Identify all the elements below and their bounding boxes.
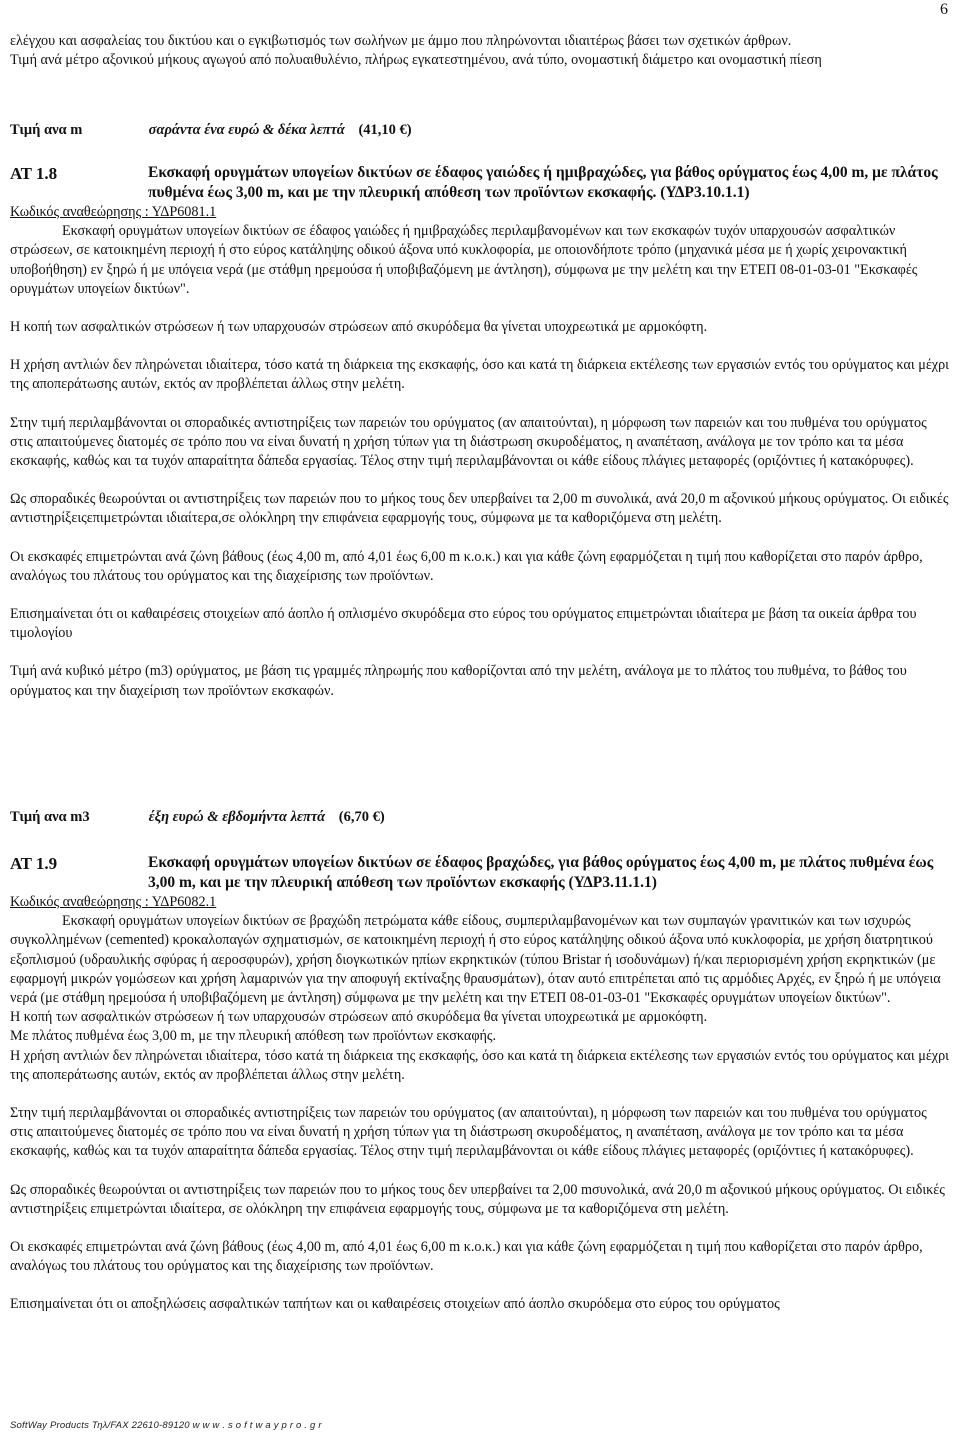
page-footer: SoftWay Products Τηλ/FAX 22610-89120 w w w . s o f t w a y p r o . g r bbox=[10, 1420, 322, 1431]
article-at-1-8 bbox=[10, 163, 952, 701]
body-paragraph: Ως σποραδικές θεωρούνται οι αντιστηρίξεις των παρειών που το μήκος τους δεν υπερβαίνει τα 2,00 mσυνολικά, ανά 20,0 m αξονικού μήκους ορύγματος. Οι ειδικές αντιστηρίξεις επιμετρώνται ιδιαίτερα, σε ολόκληρη την επιφάνεια εφαρμογής τους, σύμφωνα με τα καθοριζόμενα στη μελέτη. bbox=[10, 1181, 945, 1217]
intro-line-2: Τιμή ανά μέτρο αξονικού μήκους αγωγού από πολυαιθυλένιο, πλήρως εγκατεστημένου, ανά τύπο, ονομαστική διάμετρο και ονομαστική πίεση bbox=[10, 52, 822, 69]
revision-code: Κωδικός αναθεώρησης : ΥΔΡ6082.1 bbox=[10, 894, 217, 910]
body-paragraph: Εκσκαφή ορυγμάτων υπογείων δικτύων σε έδαφος γαιώδες ή ημιβραχώδες περιλαμβανομένων και των εκσκαφών τυχόν υπαρχουσών ασφαλτικών στρώσεων, σε κατοικημένη περιοχή ή στο εύρος κατάληψης οδικού άξονα υπό κυκλοφορία, με οποιονδήποτε τρόπο (μηχανικά μέσα με ή χωρίς χειρονακτική υποβοήθηση) εν ξηρώ ή με υπόγεια νερά (με στάθμη ηρεμούσα ή υποβιβαζόμενη με άντληση), σύμφωνα με την μελέτη και την ΕΤΕΠ 08-01-03-01 "Εκσκαφές ορυγμάτων υπογείων δικτύων". bbox=[10, 223, 918, 297]
price-words: έξη ευρώ & εβδομήντα λεπτά bbox=[148, 809, 326, 825]
price-line-at18 bbox=[10, 121, 412, 140]
body-paragraph: Στην τιμή περιλαμβάνονται οι σποραδικές αντιστηρίξεις των παρειών του ορύγματος (αν απαιτούνται), η μόρφωση των παρειών και του πυθμένα του ορύγματος στις απαιτούμενες διατομές σε τρόπο που να είναι δυνατή η χρήση τύπων για τη διάστρωση σκυροδέματος, η αναπέταση, ανάλογα με τον τρόπο και τα μέσα εκσκαφής, καθώς και τα τυχόν απαραίτητα δάπεδα εργασίας. Τέλος στην τιμή περιλαμβάνονται οι κάθε είδους πλάγιες μεταφορές (οριζόντιες ή κατακόρυφες). bbox=[10, 1105, 927, 1160]
body-paragraph: Στην τιμή περιλαμβάνονται οι σποραδικές αντιστηρίξεις των παρειών του ορύγματος (αν απαιτούνται), η μόρφωση των παρειών και του πυθμένα του ορύγματος στις απαιτούμενες διατομές σε τρόπο που να είναι δυνατή η χρήση τύπων για τη διάστρωση σκυροδέματος, η αναπέταση, ανάλογα με τον τρόπο και τα μέσα εκσκαφής, καθώς και τα τυχόν απαραίτητα δάπεδα εργασίας. Τέλος στην τιμή περιλαμβάνονται οι κάθε είδους πλάγιες μεταφορές (οριζόντιες ή κατακόρυφες). bbox=[10, 414, 927, 470]
page-number: 6 bbox=[940, 1, 948, 18]
article-code: ΑΤ 1.9 bbox=[10, 854, 58, 873]
article-title: Εκσκαφή ορυγμάτων υπογείων δικτύων σε έδαφος βραχώδες, για βάθος ορύγματος έως 4,00 m, με πλάτος πυθμένα έως 3,00 m, και με την πλευρική απόθεση των προϊόντων εκσκαφής (ΥΔΡ3.11.1.1) bbox=[148, 854, 934, 891]
intro-text bbox=[10, 32, 948, 70]
body-paragraph: Ως σποραδικές θεωρούνται οι αντιστηρίξεις των παρειών που το μήκος τους δεν υπερβαίνει τα 2,00 m συνολικά, ανά 20,0 m αξονικού μήκους ορύγματος. Οι ειδικές αντιστηρίξειςεπιμετρώνται ιδιαίτερα,σε ολόκληρη την επιφάνεια εφαρμογής τους, σύμφωνα με τα καθοριζόμενα στη μελέτη. bbox=[10, 491, 949, 527]
price-amount: (41,10 €) bbox=[358, 122, 412, 138]
intro-line-1: ελέγχου και ασφαλείας του δικτύου και ο εγκιβωτισμός των σωλήνων με άμμο που πληρώνονται ιδιαιτέρως βάσει των σχετικών άρθρων. bbox=[10, 33, 792, 49]
body-paragraph: Οι εκσκαφές επιμετρώνται ανά ζώνη βάθους (έως 4,00 m, από 4,01 έως 6,00 m κ.ο.κ.) και για κάθε ζώνη εφαρμόζεται η τιμή που καθορίζεται στο παρόν άρθρο, αναλόγως του πλάτους του ορύγματος και της διαχείρισης των προϊόντων. bbox=[10, 1239, 923, 1275]
body-paragraph: Η κοπή των ασφαλτικών στρώσεων ή των υπαρχουσών στρώσεων από σκυρόδεμα θα γίνεται υποχρεωτικά με αρμοκόφτη. bbox=[10, 1009, 708, 1026]
document-page bbox=[10, 0, 952, 1433]
body-paragraph: Οι εκσκαφές επιμετρώνται ανά ζώνη βάθους (έως 4,00 m, από 4,01 έως 6,00 m κ.ο.κ.) και για κάθε ζώνη εφαρμόζεται η τιμή που καθορίζεται στο παρόν άρθρο, αναλόγως του πλάτους του ορύγματος και της διαχείρισης των προϊόντων. bbox=[10, 548, 923, 584]
article-at-1-9 bbox=[10, 853, 952, 1315]
body-paragraph: Με πλάτος πυθμένα έως 3,00 m, με την πλευρική απόθεση των προϊόντων εκσκαφής. bbox=[10, 1028, 497, 1045]
body-paragraph: Η χρήση αντλιών δεν πληρώνεται ιδιαίτερα, τόσο κατά τη διάρκεια της εκσκαφής, όσο και κατά τη διάρκεια εκτέλεσης των εργασιών εντός του ορύγματος και μέχρι της αποπεράτωσης αυτών, εκτός αν προβλέπεται άλλως στην μελέτη. bbox=[10, 357, 949, 393]
price-words: σαράντα ένα ευρώ & δέκα λεπτά bbox=[148, 122, 345, 138]
price-label: Τιμή ανα m3 bbox=[10, 809, 90, 825]
body-paragraph: Η χρήση αντλιών δεν πληρώνεται ιδιαίτερα, τόσο κατά τη διάρκεια της εκσκαφής, όσο και κατά τη διάρκεια εκτέλεσης των εργασιών εντός του ορύγματος και μέχρι της αποπεράτωσης αυτών, εκτός αν προβλέπεται άλλως στην μελέτη. bbox=[10, 1047, 949, 1083]
body-paragraph: Επισημαίνεται ότι οι καθαιρέσεις στοιχείων από άοπλο ή οπλισμένο σκυρόδεμα στο εύρος του ορύγματος επιμετρώνται ιδιαίτερα με βάση τα οικεία άρθρα του τιμολογίου bbox=[10, 606, 917, 642]
article-code: ΑΤ 1.8 bbox=[10, 164, 58, 183]
price-label: Τιμή ανα m bbox=[10, 122, 83, 138]
article-title: Εκσκαφή ορυγμάτων υπογείων δικτύων σε έδαφος γαιώδες ή ημιβραχώδες, για βάθος ορύγματος έως 4,00 m, με πλάτος πυθμένα έως 3,00 m, και με την πλευρική απόθεση των προϊόντων εκσκαφής. (ΥΔΡ3.10.1.1) bbox=[148, 164, 938, 201]
body-paragraph: Η κοπή των ασφαλτικών στρώσεων ή των υπαρχουσών στρώσεων από σκυρόδεμα θα γίνεται υποχρεωτικά με αρμοκόφτη. bbox=[10, 319, 708, 336]
body-paragraph: Τιμή ανά κυβικό μέτρο (m3) ορύγματος, με βάση τις γραμμές πληρωμής που καθορίζονται από την μελέτη, ανάλογα με το πλάτος του πυθμένα, το βάθος του ορύγματος και την διαχείριση των προϊόντων εκσκαφών. bbox=[10, 663, 907, 699]
price-amount: (6,70 €) bbox=[338, 809, 385, 825]
body-paragraph: Εκσκαφή ορυγμάτων υπογείων δικτύων σε βραχώδη πετρώματα κάθε είδους, συμπεριλαμβανομένων και των συμπαγών γρανιτικών και των ισχυρώς συγκολλημένων (cemented) κροκαλοπαγών σχηματισμών, σε κατοικημένη περιοχή ή στο εύρος κατάληψης οδικού άξονα υπό κυκλοφορία, με χρήση διατρητικού εξοπλισμού (υδραυλικής σφύρας ή αεροσφυρών), χρήση διογκωτικών ηπίων εκρηκτικών (τύπου Bristar ή ισοδυνάμων) ή/και περιορισμένη χρήση εκρηκτικών (με εφαρμογή μικρών γομώσεων και χρήση λαμαρινών για την αποφυγή εκτίναξης θραυσμάτων), όταν αυτό επιτρέπεται από τις αρμόδιες Αρχές, εν ξηρώ ή με υπόγεια νερά (με στάθμη ηρεμούσα ή υποβιβαζόμενη με άντληση) σύμφωνα με την μελέτη και την ΕΤΕΠ 08-01-03-01 "Εκσκαφές ορυγμάτων υπογείων δικτύων". bbox=[10, 913, 941, 1007]
revision-code: Κωδικός αναθεώρησης : ΥΔΡ6081.1 bbox=[10, 204, 217, 220]
body-paragraph: Επισημαίνεται ότι οι αποξηλώσεις ασφαλτικών ταπήτων και οι καθαιρέσεις στοιχείων από άοπλο σκυρόδεμα στο εύρος του ορύγματος bbox=[10, 1296, 780, 1313]
price-line-at18-m3 bbox=[10, 808, 385, 827]
